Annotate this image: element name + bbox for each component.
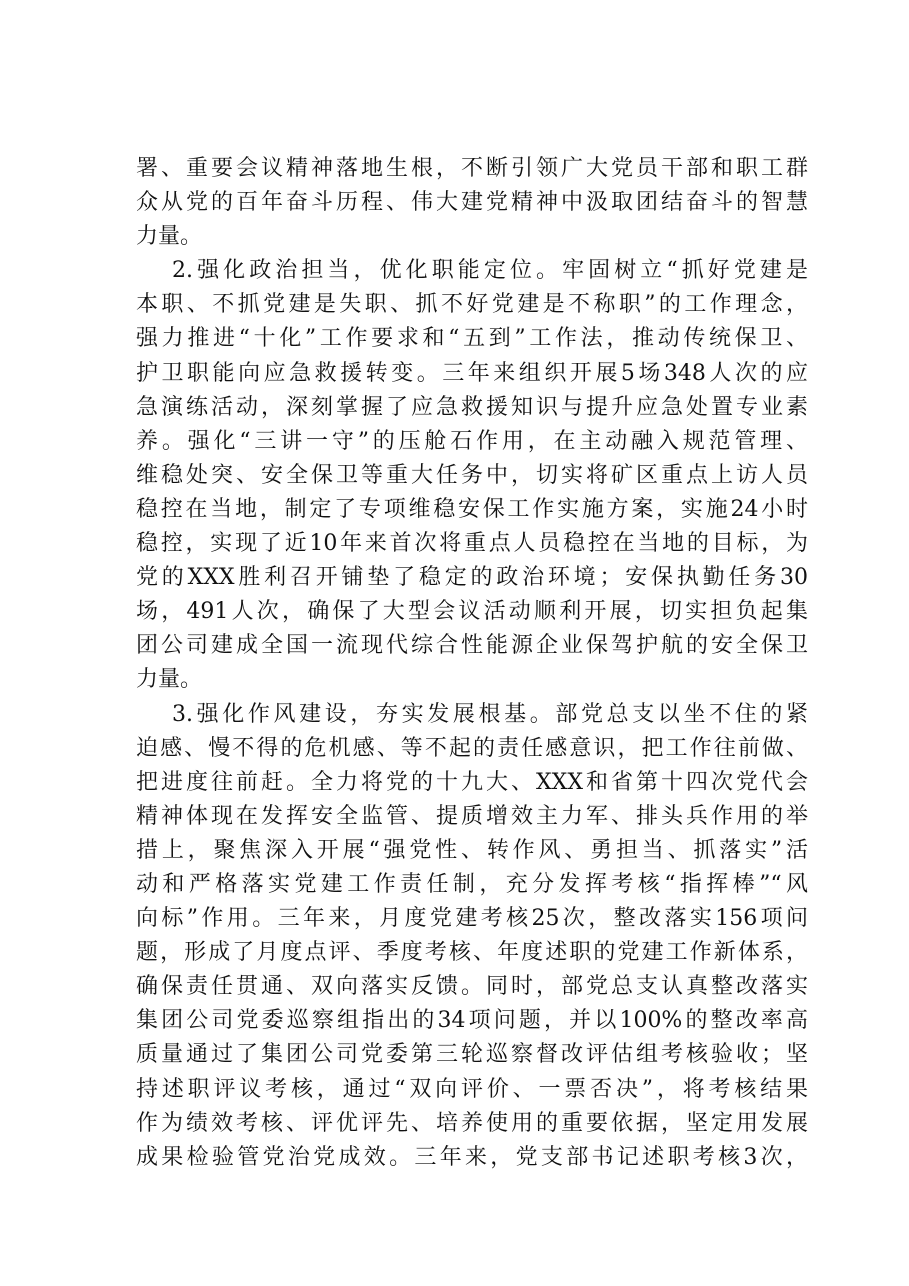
- paragraph: [136, 254, 808, 697]
- text-line: 本职、不抓党建是失职、抓不好党建是不称职”的工作理念，: [136, 292, 808, 318]
- text-line: 把进度往前赶。全力将党的十九大、XXX和省第十四次党代会: [136, 769, 808, 795]
- paragraph: [136, 698, 808, 1175]
- text-line: 署、重要会议精神落地生根，不断引领广大党员干部和职工群: [136, 156, 808, 181]
- text-line: 作为绩效考核、评优评先、培养使用的重要依据，坚定用发展: [136, 1110, 808, 1136]
- text-line: 团公司建成全国一流现代综合性能源企业保驾护航的安全保卫: [136, 633, 808, 659]
- text-line: 确保责任贯通、双向落实反馈。同时，部党总支认真整改落实: [136, 974, 808, 1000]
- text-line: 持述职评议考核，通过“双向评价、一票否决”，将考核结果: [136, 1076, 808, 1102]
- text-line: 力量。: [136, 667, 203, 693]
- text-line: 质量通过了集团公司党委第三轮巡察督改评估组考核验收；坚: [136, 1042, 808, 1068]
- text-line: 集团公司党委巡察组指出的34项问题，并以100%的整改率高: [136, 1008, 808, 1034]
- text-line: 力量。: [136, 224, 203, 250]
- text-line: 精神体现在发挥安全监管、提质增效主力军、排头兵作用的举: [136, 803, 808, 829]
- text-line: 2.强化政治担当，优化职能定位。牢固树立“抓好党建是: [172, 258, 808, 284]
- text-line: 急演练活动，深刻掌握了应急救援知识与提升应急处置专业素: [136, 394, 808, 420]
- text-line: 迫感、慢不得的危机感、等不起的责任感意识，把工作往前做、: [136, 735, 808, 761]
- body-text: [136, 152, 808, 1175]
- text-line: 场，491人次，确保了大型会议活动顺利开展，切实担负起集: [136, 599, 808, 625]
- text-line: 成果检验管党治党成效。三年来，党支部书记述职考核3次，: [136, 1144, 808, 1170]
- text-line: 动和严格落实党建工作责任制，充分发挥考核“指挥棒”“风: [136, 871, 808, 897]
- paragraph: [136, 152, 808, 254]
- text-line: 向标”作用。三年来，月度党建考核25次，整改落实156项问: [136, 906, 808, 932]
- text-line: 维稳处突、安全保卫等重大任务中，切实将矿区重点上访人员: [136, 462, 808, 488]
- text-line: 稳控，实现了近10年来首次将重点人员稳控在当地的目标，为: [136, 531, 808, 557]
- text-line: 党的XXX胜利召开铺垫了稳定的政治环境；安保执勤任务30: [136, 565, 808, 591]
- text-line: 养。强化“三讲一守”的压舱石作用，在主动融入规范管理、: [136, 428, 808, 454]
- text-line: 3.强化作风建设，夯实发展根基。部党总支以坐不住的紧: [172, 701, 808, 727]
- text-line: 稳控在当地，制定了专项维稳安保工作实施方案，实施24小时: [136, 496, 808, 522]
- text-line: 题，形成了月度点评、季度考核、年度述职的党建工作新体系，: [136, 940, 808, 966]
- text-line: 众从党的百年奋斗历程、伟大建党精神中汲取团结奋斗的智慧: [136, 190, 808, 216]
- text-line: 措上，聚焦深入开展“强党性、转作风、勇担当、抓落实”活: [136, 837, 808, 863]
- text-line: 强力推进“十化”工作要求和“五到”工作法，推动传统保卫、: [136, 326, 808, 352]
- text-line: 护卫职能向应急救援转变。三年来组织开展5场348人次的应: [136, 360, 808, 386]
